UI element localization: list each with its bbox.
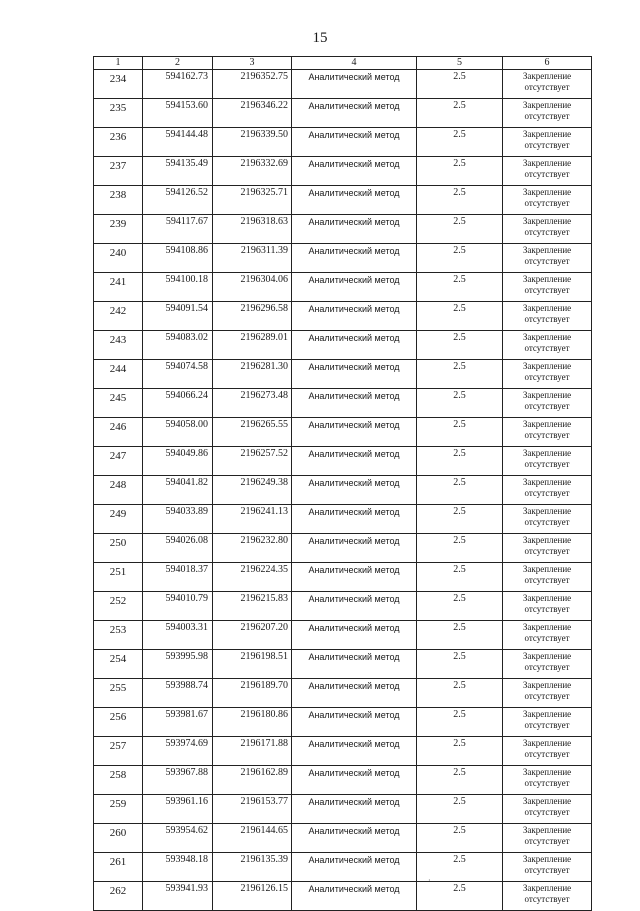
x-coordinate-cell: 594033.89 <box>143 505 213 534</box>
method-cell: Аналитический метод <box>292 331 417 360</box>
accuracy-cell: 2.5 <box>417 795 503 824</box>
accuracy-cell: 2.5 <box>417 244 503 273</box>
point-number-cell: 247 <box>94 447 143 476</box>
x-coordinate-cell: 594117.67 <box>143 215 213 244</box>
method-cell: Аналитический метод <box>292 824 417 853</box>
accuracy-cell: 2.5 <box>417 563 503 592</box>
y-coordinate-cell: 2196224.35 <box>213 563 292 592</box>
table-row <box>94 389 592 418</box>
point-number-cell: 253 <box>94 621 143 650</box>
method-cell: Аналитический метод <box>292 737 417 766</box>
point-number-cell: 245 <box>94 389 143 418</box>
table-row <box>94 882 592 911</box>
y-coordinate-cell: 2196215.83 <box>213 592 292 621</box>
table-row <box>94 99 592 128</box>
fixation-cell: Закрепление отсутствует <box>503 128 592 157</box>
y-coordinate-cell: 2196189.70 <box>213 679 292 708</box>
method-cell: Аналитический метод <box>292 476 417 505</box>
point-number-cell: 238 <box>94 186 143 215</box>
coordinates-table <box>93 56 592 911</box>
y-coordinate-cell: 2196126.15 <box>213 882 292 911</box>
table-header <box>94 57 592 70</box>
method-cell: Аналитический метод <box>292 215 417 244</box>
column-header-6: 6 <box>503 57 592 70</box>
y-coordinate-cell: 2196273.48 <box>213 389 292 418</box>
y-coordinate-cell: 2196180.86 <box>213 708 292 737</box>
header-row <box>94 57 592 70</box>
y-coordinate-cell: 2196289.01 <box>213 331 292 360</box>
accuracy-cell: 2.5 <box>417 418 503 447</box>
x-coordinate-cell: 594066.24 <box>143 389 213 418</box>
y-coordinate-cell: 2196257.52 <box>213 447 292 476</box>
x-coordinate-cell: 594041.82 <box>143 476 213 505</box>
fixation-cell: Закрепление отсутствует <box>503 824 592 853</box>
method-cell: Аналитический метод <box>292 882 417 911</box>
y-coordinate-cell: 2196144.65 <box>213 824 292 853</box>
point-number-cell: 244 <box>94 360 143 389</box>
x-coordinate-cell: 594083.02 <box>143 331 213 360</box>
table-row <box>94 128 592 157</box>
table-row <box>94 273 592 302</box>
fixation-cell: Закрепление отсутствует <box>503 505 592 534</box>
accuracy-cell: 2.5 <box>417 824 503 853</box>
accuracy-cell: 2.5 <box>417 882 503 911</box>
x-coordinate-cell: 594026.08 <box>143 534 213 563</box>
stray-mark: · <box>428 876 431 885</box>
method-cell: Аналитический метод <box>292 389 417 418</box>
x-coordinate-cell: 594100.18 <box>143 273 213 302</box>
y-coordinate-cell: 2196265.55 <box>213 418 292 447</box>
y-coordinate-cell: 2196346.22 <box>213 99 292 128</box>
fixation-cell: Закрепление отсутствует <box>503 650 592 679</box>
x-coordinate-cell: 594003.31 <box>143 621 213 650</box>
x-coordinate-cell: 593961.16 <box>143 795 213 824</box>
y-coordinate-cell: 2196296.58 <box>213 302 292 331</box>
method-cell: Аналитический метод <box>292 128 417 157</box>
fixation-cell: Закрепление отсутствует <box>503 534 592 563</box>
fixation-cell: Закрепление отсутствует <box>503 244 592 273</box>
point-number-cell: 246 <box>94 418 143 447</box>
table-row <box>94 621 592 650</box>
y-coordinate-cell: 2196171.88 <box>213 737 292 766</box>
table-row <box>94 244 592 273</box>
fixation-cell: Закрепление отсутствует <box>503 476 592 505</box>
point-number-cell: 239 <box>94 215 143 244</box>
fixation-cell: Закрепление отсутствует <box>503 273 592 302</box>
fixation-cell: Закрепление отсутствует <box>503 766 592 795</box>
accuracy-cell: 2.5 <box>417 505 503 534</box>
point-number-cell: 258 <box>94 766 143 795</box>
method-cell: Аналитический метод <box>292 534 417 563</box>
x-coordinate-cell: 594010.79 <box>143 592 213 621</box>
y-coordinate-cell: 2196281.30 <box>213 360 292 389</box>
y-coordinate-cell: 2196339.50 <box>213 128 292 157</box>
x-coordinate-cell: 594144.48 <box>143 128 213 157</box>
fixation-cell: Закрепление отсутствует <box>503 215 592 244</box>
accuracy-cell: 2.5 <box>417 592 503 621</box>
table-row <box>94 360 592 389</box>
point-number-cell: 240 <box>94 244 143 273</box>
table-row <box>94 853 592 882</box>
point-number-cell: 242 <box>94 302 143 331</box>
fixation-cell: Закрепление отсутствует <box>503 737 592 766</box>
table-row <box>94 186 592 215</box>
method-cell: Аналитический метод <box>292 447 417 476</box>
x-coordinate-cell: 594126.52 <box>143 186 213 215</box>
table-row <box>94 447 592 476</box>
x-coordinate-cell: 594108.86 <box>143 244 213 273</box>
table-body <box>94 70 592 911</box>
x-coordinate-cell: 593988.74 <box>143 679 213 708</box>
y-coordinate-cell: 2196311.39 <box>213 244 292 273</box>
page-number: 15 <box>312 30 328 46</box>
x-coordinate-cell: 593954.62 <box>143 824 213 853</box>
table-row <box>94 476 592 505</box>
method-cell: Аналитический метод <box>292 99 417 128</box>
y-coordinate-cell: 2196135.39 <box>213 853 292 882</box>
fixation-cell: Закрепление отсутствует <box>503 563 592 592</box>
point-number-cell: 249 <box>94 505 143 534</box>
table-row <box>94 418 592 447</box>
table-row <box>94 157 592 186</box>
accuracy-cell: 2.5 <box>417 447 503 476</box>
accuracy-cell: 2.5 <box>417 534 503 563</box>
method-cell: Аналитический метод <box>292 302 417 331</box>
y-coordinate-cell: 2196318.63 <box>213 215 292 244</box>
method-cell: Аналитический метод <box>292 273 417 302</box>
fixation-cell: Закрепление отсутствует <box>503 389 592 418</box>
method-cell: Аналитический метод <box>292 157 417 186</box>
x-coordinate-cell: 594091.54 <box>143 302 213 331</box>
point-number-cell: 260 <box>94 824 143 853</box>
x-coordinate-cell: 594153.60 <box>143 99 213 128</box>
table-row <box>94 215 592 244</box>
accuracy-cell: 2.5 <box>417 766 503 795</box>
accuracy-cell: 2.5 <box>417 708 503 737</box>
accuracy-cell: 2.5 <box>417 157 503 186</box>
y-coordinate-cell: 2196304.06 <box>213 273 292 302</box>
point-number-cell: 252 <box>94 592 143 621</box>
point-number-cell: 256 <box>94 708 143 737</box>
y-coordinate-cell: 2196162.89 <box>213 766 292 795</box>
accuracy-cell: 2.5 <box>417 186 503 215</box>
fixation-cell: Закрепление отсутствует <box>503 447 592 476</box>
point-number-cell: 255 <box>94 679 143 708</box>
point-number-cell: 254 <box>94 650 143 679</box>
point-number-cell: 248 <box>94 476 143 505</box>
method-cell: Аналитический метод <box>292 563 417 592</box>
y-coordinate-cell: 2196232.80 <box>213 534 292 563</box>
y-coordinate-cell: 2196198.51 <box>213 650 292 679</box>
method-cell: Аналитический метод <box>292 418 417 447</box>
x-coordinate-cell: 594058.00 <box>143 418 213 447</box>
fixation-cell: Закрепление отсутствует <box>503 70 592 99</box>
fixation-cell: Закрепление отсутствует <box>503 99 592 128</box>
point-number-cell: 259 <box>94 795 143 824</box>
fixation-cell: Закрепление отсутствует <box>503 592 592 621</box>
table-row <box>94 563 592 592</box>
column-header-3: 3 <box>213 57 292 70</box>
accuracy-cell: 2.5 <box>417 360 503 389</box>
column-header-2: 2 <box>143 57 213 70</box>
fixation-cell: Закрепление отсутствует <box>503 882 592 911</box>
accuracy-cell: 2.5 <box>417 853 503 882</box>
method-cell: Аналитический метод <box>292 650 417 679</box>
fixation-cell: Закрепление отсутствует <box>503 418 592 447</box>
x-coordinate-cell: 593981.67 <box>143 708 213 737</box>
x-coordinate-cell: 593995.98 <box>143 650 213 679</box>
x-coordinate-cell: 594162.73 <box>143 70 213 99</box>
x-coordinate-cell: 594135.49 <box>143 157 213 186</box>
accuracy-cell: 2.5 <box>417 128 503 157</box>
x-coordinate-cell: 594049.86 <box>143 447 213 476</box>
table-row <box>94 679 592 708</box>
accuracy-cell: 2.5 <box>417 389 503 418</box>
method-cell: Аналитический метод <box>292 186 417 215</box>
fixation-cell: Закрепление отсутствует <box>503 157 592 186</box>
fixation-cell: Закрепление отсутствует <box>503 708 592 737</box>
y-coordinate-cell: 2196332.69 <box>213 157 292 186</box>
x-coordinate-cell: 593948.18 <box>143 853 213 882</box>
column-header-5: 5 <box>417 57 503 70</box>
method-cell: Аналитический метод <box>292 360 417 389</box>
accuracy-cell: 2.5 <box>417 737 503 766</box>
fixation-cell: Закрепление отсутствует <box>503 795 592 824</box>
column-header-1: 1 <box>94 57 143 70</box>
y-coordinate-cell: 2196153.77 <box>213 795 292 824</box>
accuracy-cell: 2.5 <box>417 302 503 331</box>
fixation-cell: Закрепление отсутствует <box>503 360 592 389</box>
x-coordinate-cell: 593967.88 <box>143 766 213 795</box>
method-cell: Аналитический метод <box>292 708 417 737</box>
table-row <box>94 708 592 737</box>
point-number-cell: 237 <box>94 157 143 186</box>
table-row <box>94 766 592 795</box>
table-row <box>94 592 592 621</box>
point-number-cell: 262 <box>94 882 143 911</box>
table-row <box>94 302 592 331</box>
accuracy-cell: 2.5 <box>417 215 503 244</box>
table-row <box>94 505 592 534</box>
point-number-cell: 251 <box>94 563 143 592</box>
method-cell: Аналитический метод <box>292 679 417 708</box>
x-coordinate-cell: 593974.69 <box>143 737 213 766</box>
table-row <box>94 331 592 360</box>
method-cell: Аналитический метод <box>292 70 417 99</box>
fixation-cell: Закрепление отсутствует <box>503 853 592 882</box>
accuracy-cell: 2.5 <box>417 621 503 650</box>
point-number-cell: 261 <box>94 853 143 882</box>
accuracy-cell: 2.5 <box>417 99 503 128</box>
point-number-cell: 235 <box>94 99 143 128</box>
method-cell: Аналитический метод <box>292 244 417 273</box>
method-cell: Аналитический метод <box>292 795 417 824</box>
table-row <box>94 534 592 563</box>
table-row <box>94 650 592 679</box>
accuracy-cell: 2.5 <box>417 679 503 708</box>
y-coordinate-cell: 2196352.75 <box>213 70 292 99</box>
method-cell: Аналитический метод <box>292 592 417 621</box>
table-row <box>94 70 592 99</box>
point-number-cell: 243 <box>94 331 143 360</box>
y-coordinate-cell: 2196249.38 <box>213 476 292 505</box>
fixation-cell: Закрепление отсутствует <box>503 331 592 360</box>
point-number-cell: 236 <box>94 128 143 157</box>
accuracy-cell: 2.5 <box>417 650 503 679</box>
accuracy-cell: 2.5 <box>417 70 503 99</box>
method-cell: Аналитический метод <box>292 766 417 795</box>
table-row <box>94 824 592 853</box>
y-coordinate-cell: 2196241.13 <box>213 505 292 534</box>
y-coordinate-cell: 2196207.20 <box>213 621 292 650</box>
column-header-4: 4 <box>292 57 417 70</box>
fixation-cell: Закрепление отсутствует <box>503 679 592 708</box>
fixation-cell: Закрепление отсутствует <box>503 186 592 215</box>
point-number-cell: 234 <box>94 70 143 99</box>
fixation-cell: Закрепление отсутствует <box>503 302 592 331</box>
x-coordinate-cell: 594074.58 <box>143 360 213 389</box>
table-row <box>94 795 592 824</box>
x-coordinate-cell: 593941.93 <box>143 882 213 911</box>
method-cell: Аналитический метод <box>292 621 417 650</box>
accuracy-cell: 2.5 <box>417 331 503 360</box>
method-cell: Аналитический метод <box>292 853 417 882</box>
accuracy-cell: 2.5 <box>417 476 503 505</box>
point-number-cell: 257 <box>94 737 143 766</box>
table-row <box>94 737 592 766</box>
x-coordinate-cell: 594018.37 <box>143 563 213 592</box>
y-coordinate-cell: 2196325.71 <box>213 186 292 215</box>
point-number-cell: 241 <box>94 273 143 302</box>
method-cell: Аналитический метод <box>292 505 417 534</box>
accuracy-cell: 2.5 <box>417 273 503 302</box>
fixation-cell: Закрепление отсутствует <box>503 621 592 650</box>
point-number-cell: 250 <box>94 534 143 563</box>
